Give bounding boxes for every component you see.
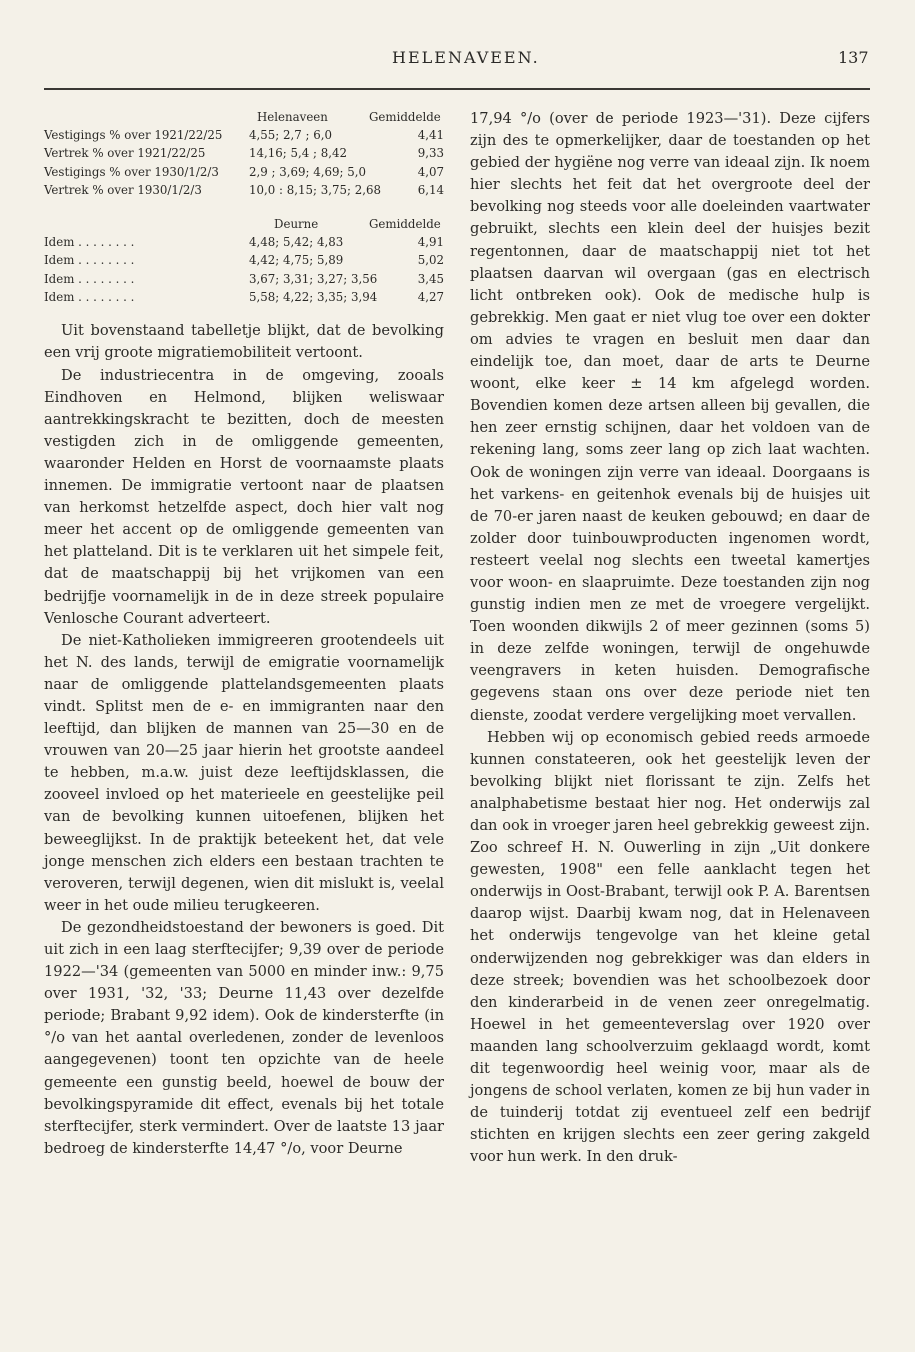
paragraph: Hebben wij op economisch gebied reeds armoede kunnen constateeren, ook het geestelijk leven der bevolking blijkt niet florissant te zijn. Zelfs het analphabetisme bestaat hier nog. Het onderwijs zal dan ook in vroeger jaren heel gebrekkig geweest zijn. Zoo schreef H. N. Ouwerling in zijn „Uit donkere gewesten, 1908" een felle aanklacht tegen het onderwijs in Oost-Brabant, terwijl ook P. A. Barentsen daarop wijst. Daarbij kwam nog, dat in Helenaveen het onderwijs tengevolge van het kleine getal onderwijzenden nog gebrekkiger was dan elders in deze streek; bovendien was het schoolbezoek door den kinderarbeid in de venen zeer onregelmatig. Hoewel in het gemeenteverslag over 1920 over maanden lang schoolverzuim geklaagd wordt, komt dit tegenwoordig heel weinig voor, maar als de jongens de school verlaten, komen ze bij hun vader in de tuinderij totdat zij eventueel zelf een bedrijf stichten en krijgen slechts een zeer gering zakgeld voor hun werk. In den druk-	[470, 728, 870, 1166]
row-label: Vestigings % over 1921/22/25	[44, 128, 223, 142]
col-gemiddelde: Gemiddelde	[369, 217, 441, 232]
row-average: 4,91	[417, 235, 444, 250]
row-average: 4,07	[417, 164, 444, 179]
page-number: 137	[838, 48, 869, 67]
col-helenaveen: Helenaveen	[257, 110, 328, 124]
table-row	[44, 233, 444, 251]
paragraph: Uit bovenstaand tabelletje blijkt, dat de bevolking een vrij groote migratiemobiliteit vertoont.	[44, 322, 444, 362]
paragraph: 17,94 °/o (over de periode 1923—'31). Deze cijfers zijn des te opmerkelijker, daar de toestanden op het gebied der hygiëne nog verre van ideaal zijn. Ik noem hier slechts het feit dat het overgroote deel der bevolking nog steeds voor alle doeleinden vaartwater gebruikt, slechts een klein deel der huisjes bezit regentonnen, daar de maatschappij niet tot het plaatsen daarvan wil overgaan (gas en electrisch licht ontbreken ook). Ook de medische hulp is gebrekkig. Men gaat er niet vlug toe over een dokter om advies te vragen en besluit men daar dan eindelijk toe, dan moet, daar de arts te Deurne woont, elke keer ± 14 km afgelegd worden. Bovendien komen deze artsen alleen bij gevallen, die hen zeer ernstig schijnen, daar het voldoen van de rekening lang, soms zeer lang op zich laat wachten. Ook de woningen zijn verre van ideaal. Doorgaans is het varkens- en geitenhok evenals bij de huisjes uit de 70-er jaren naast de keuken gebouwd; en daar de zolder door tuinbouwproducten ingenomen wordt, resteert veelal nog slechts een tweetal kamertjes voor woon- en slaapruimte. Deze toestanden zijn nog gunstig indien men ze met de vroegere vergelijkt. Toen woonden dikwijls 2 of meer gezinnen (soms 5) in deze zelfde woningen, terwijl de ongehuwde veengravers in keten huisden. Demografische gegevens staan ons over deze periode niet ten dienste, zoodat verdere vergelijking moet vervallen.	[470, 110, 870, 724]
table-row	[44, 163, 444, 181]
row-label: Idem . . . . . . . .	[44, 235, 135, 250]
right-column	[470, 108, 870, 1169]
row-average: 6,14	[417, 182, 444, 197]
row-label: Idem . . . . . . . .	[44, 290, 135, 305]
table-row	[44, 288, 444, 306]
running-title: HELENAVEEN.	[392, 48, 540, 67]
table-row	[44, 181, 444, 199]
row-average: 4,41	[417, 128, 444, 142]
col-deurne: Deurne	[274, 217, 319, 232]
row-label: Vertrek % over 1930/1/2/3	[44, 182, 202, 197]
row-label: Idem . . . . . . . .	[44, 271, 135, 286]
table-row	[44, 270, 444, 288]
left-body-text	[44, 320, 444, 1160]
row-values: 10,0 : 8,15; 3,75; 2,68	[249, 182, 381, 197]
row-average: 3,45	[417, 271, 444, 286]
row-label: Vestigings % over 1930/1/2/3	[44, 164, 219, 179]
row-average: 4,27	[417, 290, 444, 305]
migration-table	[44, 108, 444, 306]
row-label: Vertrek % over 1921/22/25	[44, 146, 206, 161]
row-values: 4,55; 2,7 ; 6,0	[249, 128, 332, 142]
col-gemiddelde: Gemiddelde	[369, 110, 441, 124]
row-values: 5,58; 4,22; 3,35; 3,94	[249, 290, 378, 305]
row-values: 2,9 ; 3,69; 4,69; 5,0	[249, 164, 366, 179]
paragraph: De niet-Katholieken immigreeren grootendeels uit het N. des lands, terwijl de emigratie voornamelijk naar de omliggende plattelandsgemeenten plaats vindt. Splitst men de e- en immigranten naar den leeftijd, dan blijken de mannen van 25—30 en de vrouwen van 20—25 jaar hierin het grootste aandeel te hebben, m.a.w. juist deze leeftijdsklassen, die zooveel invloed op het materieele en geestelijke peil van de bevolking kunnen uitoefenen, blijken het beweeglijkst. In de praktijk beteekent het, dat vele jonge menschen zich elders een bestaan trachten te veroveren, terwijl degenen, wien dit mislukt is, veelal weer in het oude milieu terugkeeren.	[44, 631, 444, 914]
header-rule	[44, 88, 870, 90]
paragraph: De industriecentra in de omgeving, zooals Eindhoven en Helmond, blijken weliswaar aantrekkingskracht te bezitten, doch de meesten vestigden zich in de omliggende gemeenten, waaronder Helden en Horst de voornaamste plaats innemen. De immigratie vertoont naar de plaatsen van herkomst hetzelfde aspect, doch hier valt nog meer het accent op de omliggende gemeenten van het platteland. Dit is te verklaren uit het simpele feit, dat de maatschappij bij het vrijkomen van een bedrijfje voornamelijk in de in deze streek populaire Venlosche Courant adverteert.	[44, 366, 444, 627]
row-average: 5,02	[417, 253, 444, 268]
table-header-group1	[44, 108, 444, 126]
row-values: 4,42; 4,75; 5,89	[249, 253, 344, 268]
row-values: 14,16; 5,4 ; 8,42	[249, 146, 347, 161]
row-values: 3,67; 3,31; 3,27; 3,56	[249, 271, 378, 286]
table-row	[44, 144, 444, 162]
row-values: 4,48; 5,42; 4,83	[249, 235, 344, 250]
paragraph: De gezondheidstoestand der bewoners is goed. Dit uit zich in een laag sterftecijfer; 9,39 over de periode 1922—'34 (gemeenten van 5000 en minder inw.: 9,75 over 1931, '32, '33; Deurne 11,43 over dezelfde periode; Brabant 9,92 idem). Ook de kindersterfte (in °/o van het aantal overledenen, zonder de levenloos aangegevenen) toont ten opzichte van de heele gemeente een gunstig beeld, hoewel de bouw der bevolkingspyramide dit effect, evenals bij het totale sterftecijfer, sterk vermindert. Over de laatste 13 jaar bedroeg de kindersterfte 14,47 °/o, voor Deurne	[44, 918, 444, 1157]
table-header-group2	[44, 215, 444, 233]
row-label: Idem . . . . . . . .	[44, 253, 135, 268]
page-header	[0, 48, 915, 78]
table-row	[44, 251, 444, 269]
table-row	[44, 126, 444, 144]
left-column	[44, 108, 444, 1160]
row-average: 9,33	[417, 146, 444, 161]
